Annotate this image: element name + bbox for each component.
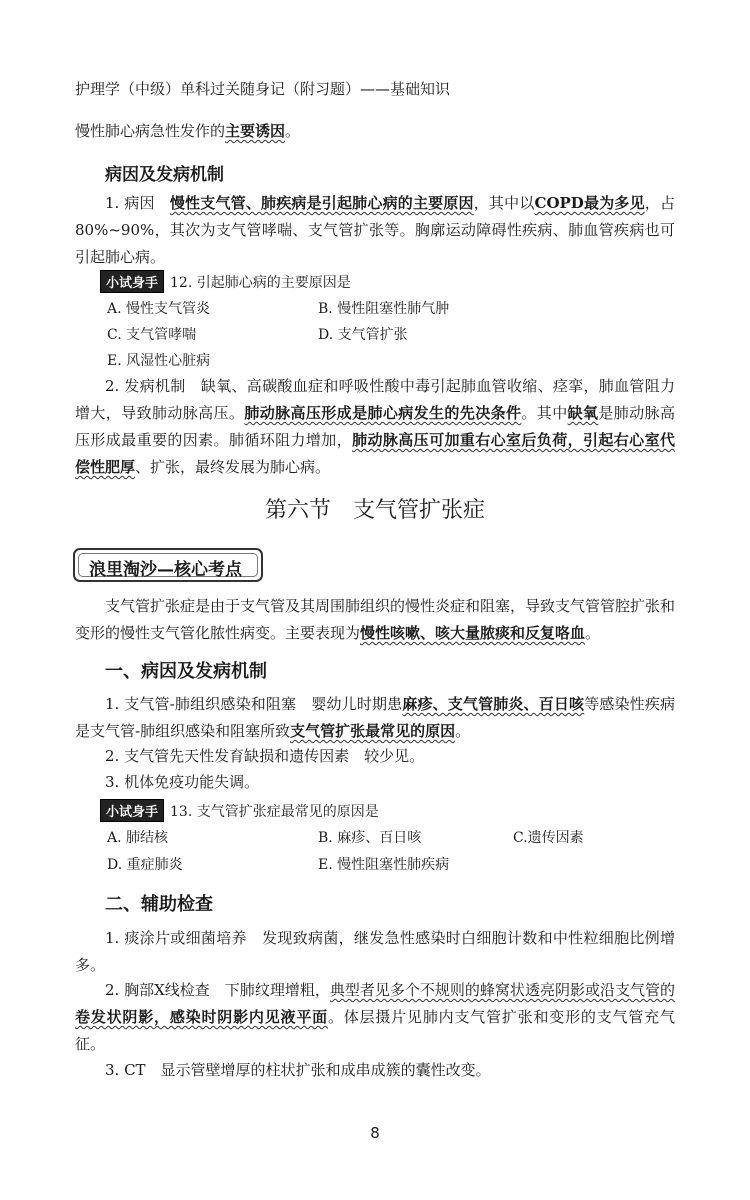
paragraph-mechanism: 2. 发病机制 缺氧、高碳酸血症和呼吸性酸中毒引起肺血管收缩、痉挛，肺血管阻力增大，导致肺动脉高压。肺动脉高压形成是肺心病发生的先决条件。其中缺氧是肺动脉高压形成最重要的因素。肺循环阻力增加，肺动脉高压可加重右心室后负荷，引起右心室代偿性肥厚、扩张，最终发展为肺心病。	[75, 377, 675, 476]
paragraph-cause: 1. 病因 慢性支气管、肺疾病是引起肺心病的主要原因，其中以COPD最为多见，占80%~90%，其次为支气管哮喘、支气管扩张等。胸廓运动障碍性疾病、肺血管疾病也可引起肺心病。	[75, 194, 675, 266]
quiz-option: D. 支气管扩张	[318, 327, 408, 343]
heading-pathogenesis: 病因及发病机制	[105, 165, 224, 185]
quiz-question: 12. 引起肺心病的主要原因是	[170, 275, 351, 291]
quiz-13	[100, 799, 379, 822]
paragraph-definition: 支气管扩张症是由于支气管及其周围肺组织的慢性炎症和阻塞，导致支气管管腔扩张和变形的慢性支气管化脓性病变。主要表现为慢性咳嗽、咳大量脓痰和反复咯血。	[75, 597, 676, 642]
page-number: 8	[370, 1124, 380, 1142]
paragraph-sputum: 1. 痰涂片或细菌培养 发现致病菌，继发急性感染时白细胞计数和中性粒细胞比例增多。	[75, 929, 675, 974]
running-header: 护理学（中级）单科过关随身记（附习题）——基础知识	[75, 80, 451, 98]
key-points-box	[73, 548, 263, 582]
quiz-12	[100, 270, 351, 293]
heading-examinations: 二、辅助检查	[105, 894, 213, 915]
quiz-option: B. 麻疹、百日咳	[318, 830, 422, 846]
quiz-option: E. 风湿性心脏病	[107, 353, 211, 369]
quiz-option: D. 重症肺炎	[107, 857, 183, 873]
paragraph-immune: 3. 机体免疫功能失调。	[105, 773, 260, 791]
section-title: 第六节 支气管扩张症	[264, 498, 485, 523]
paragraph-xray: 2. 胸部X线检查 下肺纹理增粗，典型者见多个不规则的蜂窝状透亮阴影或沿支气管的卷发状阴影，感染时阴影内见液平面。体层摄片见肺内支气管扩张和变形的支气管充气征。	[75, 981, 675, 1053]
key-points-label: 浪里淘沙—核心考点	[89, 560, 242, 580]
paragraph-congenital: 2. 支气管先天性发育缺损和遗传因素 较少见。	[105, 747, 425, 765]
intro-line: 慢性肺心病急性发作的主要诱因。	[75, 122, 301, 140]
quiz-option: C.遗传因素	[513, 830, 584, 846]
quiz-option: B. 慢性阻塞性肺气肿	[318, 301, 450, 317]
quiz-question: 13. 支气管扩张症最常见的原因是	[170, 804, 379, 820]
heading-etiology: 一、病因及发病机制	[105, 661, 267, 682]
paragraph-infection: 1. 支气管-肺组织感染和阻塞 婴幼儿时期患麻疹、支气管肺炎、百日咳等感染性疾病是支气管-肺组织感染和阻塞所致支气管扩张最常见的原因。	[75, 695, 675, 740]
quiz-badge: 小试身手	[100, 799, 164, 822]
quiz-option: C. 支气管哮喘	[107, 327, 197, 343]
quiz-option: E. 慢性阻塞性肺疾病	[318, 857, 450, 873]
quiz-option: A. 肺结核	[107, 830, 169, 846]
quiz-badge: 小试身手	[100, 270, 164, 293]
quiz-option: A. 慢性支气管炎	[107, 301, 211, 317]
paragraph-ct: 3. CT 显示管壁增厚的柱状扩张和成串成簇的囊性改变。	[105, 1061, 491, 1079]
